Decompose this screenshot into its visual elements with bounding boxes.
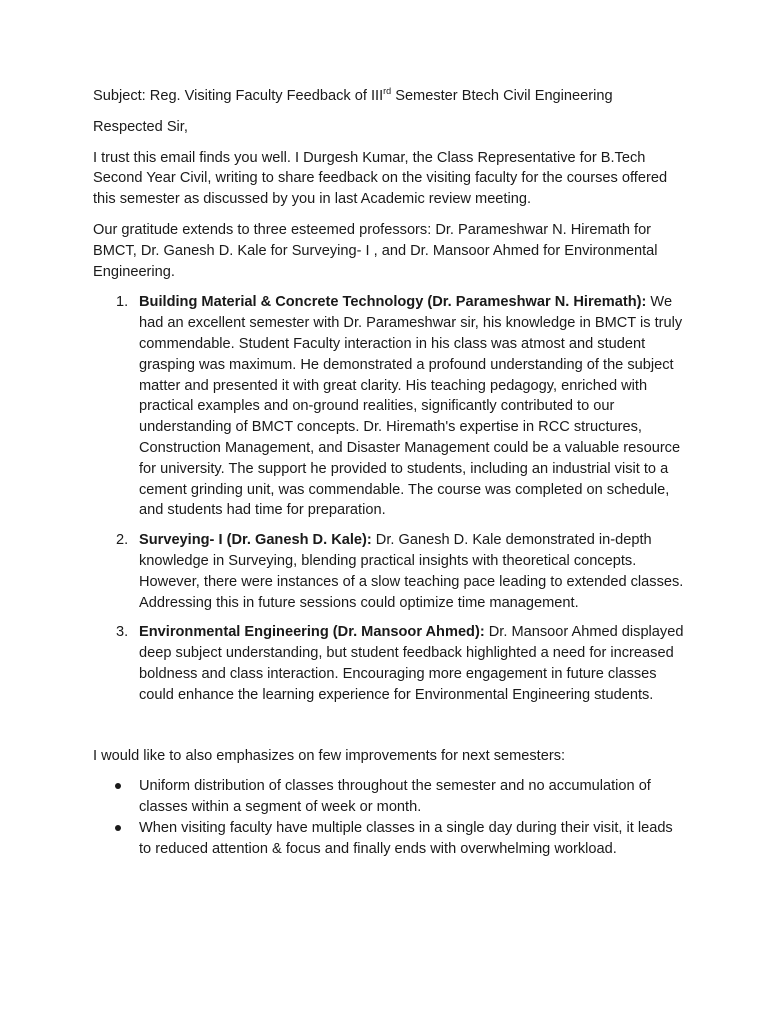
feedback-body: Dr. Mansoor Ahmed displayed deep subject understanding, but student feedback highlighted a need for increased boldness and class interaction. Encouraging more engagement in future classes could enhance the learning experience for Environmental Engineering students. [139,624,684,703]
list-item [93,776,684,818]
list-number: 2. [116,532,129,549]
improvements-intro: I would like to also emphasizes on few improvements for next semesters: [93,747,566,764]
list-number: 1. [116,294,129,311]
list-item [93,530,684,613]
subject-line [93,86,684,107]
feedback-heading: Environmental Engineering (Dr. Mansoor Ahmed): [139,624,485,641]
faculty-feedback-list [93,292,684,705]
list-item [93,622,684,705]
subject-superscript: rd [383,86,392,96]
intro-paragraph: I trust this email finds you well. I Durgesh Kumar, the Class Representative for B.Tech Second Year Civil, writing to share feedback on the visiting faculty for the courses offered this semester as discussed by you in last Academic review meeting. [93,149,668,208]
bullet-icon [115,825,121,831]
feedback-body: We had an excellent semester with Dr. Parameshwar sir, his knowledge in BMCT is truly commendable. Student Faculty interaction in his class was atmost and student grasping was maximum. He demonstrated a profound understanding of the subject matter and presented it with great clarity. His teaching pedagogy, enriched with practical examples and on-ground realities, significantly contributed to our understanding of BMCT concepts. Dr. Hiremath's expertise in RCC structures, Construction Management, and Disaster Management could be a valuable resource for university. The support he provided to students, including an industrial visit to a cement grinding unit, was commendable. The course was completed on schedule, and students had time for preparation. [139,294,683,519]
gratitude-paragraph: Our gratitude extends to three esteemed professors: Dr. Parameshwar N. Hiremath for BMCT, Dr. Ganesh D. Kale for Surveying- I , and Dr. Mansoor Ahmed for Environmental Engineering. [93,221,658,280]
list-number: 3. [116,624,129,641]
greeting: Respected Sir, [93,118,188,135]
subject-prefix: Subject: Reg. Visiting Faculty Feedback of III [93,88,384,104]
subject-suffix: Semester Btech Civil Engineering [391,88,613,104]
improvement-text: Uniform distribution of classes throughout the semester and no accumulation of classes within a segment of week or month. [139,778,651,816]
bullet-icon [115,783,121,789]
feedback-body: Dr. Ganesh D. Kale demonstrated in-depth knowledge in Surveying, blending practical insights with theoretical concepts. However, there were instances of a slow teaching pace leading to extended classes. Addressing this in future sessions could optimize time management. [139,532,684,611]
feedback-heading: Surveying- I (Dr. Ganesh D. Kale): [139,532,372,549]
feedback-heading: Building Material & Concrete Technology (Dr. Parameshwar N. Hiremath): [139,294,647,311]
list-item [93,818,684,860]
improvement-text: When visiting faculty have multiple classes in a single day during their visit, it leads to reduced attention & focus and finally ends with overwhelming workload. [139,819,673,857]
paragraph-spacer [93,715,684,746]
improvements-list [93,776,684,859]
list-item [93,292,684,521]
